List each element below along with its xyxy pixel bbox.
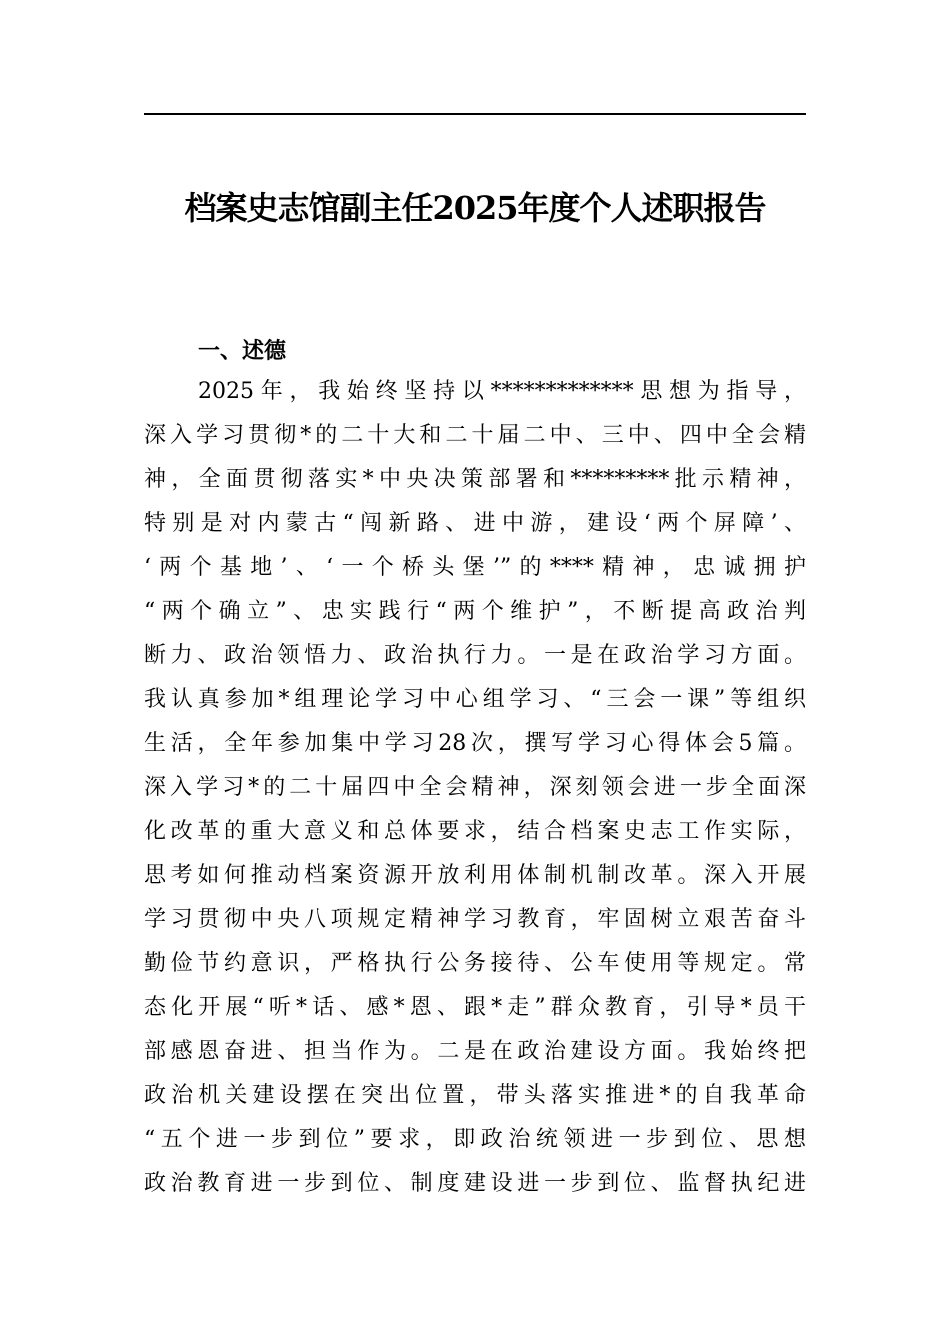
body-line: 特别是对内蒙古“闯新路、进中游，建设‘两个屏障’、 [144, 511, 806, 536]
body-line: 态化开展“听*话、感*恩、跟*走”群众教育，引导*员干 [144, 995, 806, 1020]
section-heading: 一、述德 [198, 339, 287, 364]
header-rule [144, 113, 806, 115]
body-line: 生活，全年参加集中学习28次，撰写学习心得体会5篇。 [144, 731, 806, 756]
body-line: 深入学习*的二十届四中全会精神，深刻领会进一步全面深 [144, 775, 806, 800]
body-line: 政治教育进一步到位、制度建设进一步到位、监督执纪进 [144, 1171, 806, 1196]
body-line: “两个确立”、忠实践行“两个维护”，不断提高政治判 [144, 599, 806, 624]
body-text [144, 370, 806, 1206]
body-line: 政治机关建设摆在突出位置，带头落实推进*的自我革命 [144, 1083, 806, 1108]
body-line: 学习贯彻中央八项规定精神学习教育，牢固树立艰苦奋斗 [144, 907, 806, 932]
body-line: ‘两个基地’、‘一个桥头堡’”的****精神，忠诚拥护 [144, 555, 806, 580]
body-line: 勤俭节约意识，严格执行公务接待、公车使用等规定。常 [144, 951, 806, 976]
body-line: 我认真参加*组理论学习中心组学习、“三会一课”等组织 [144, 687, 806, 712]
document-title: 档案史志馆副主任2025年度个人述职报告 [184, 189, 766, 227]
body-line: “五个进一步到位”要求，即政治统领进一步到位、思想 [144, 1127, 806, 1152]
body-line: 化改革的重大意义和总体要求，结合档案史志工作实际， [144, 819, 806, 844]
body-line: 部感恩奋进、担当作为。二是在政治建设方面。我始终把 [144, 1039, 806, 1064]
body-line: 2025年，我始终坚持以*************思想为指导， [198, 379, 806, 404]
body-line: 思考如何推动档案资源开放利用体制机制改革。深入开展 [144, 863, 806, 888]
body-line: 断力、政治领悟力、政治执行力。一是在政治学习方面。 [144, 643, 806, 668]
body-line: 神，全面贯彻落实*中央决策部署和*********批示精神， [144, 467, 806, 492]
body-line: 深入学习贯彻*的二十大和二十届二中、三中、四中全会精 [144, 423, 806, 448]
